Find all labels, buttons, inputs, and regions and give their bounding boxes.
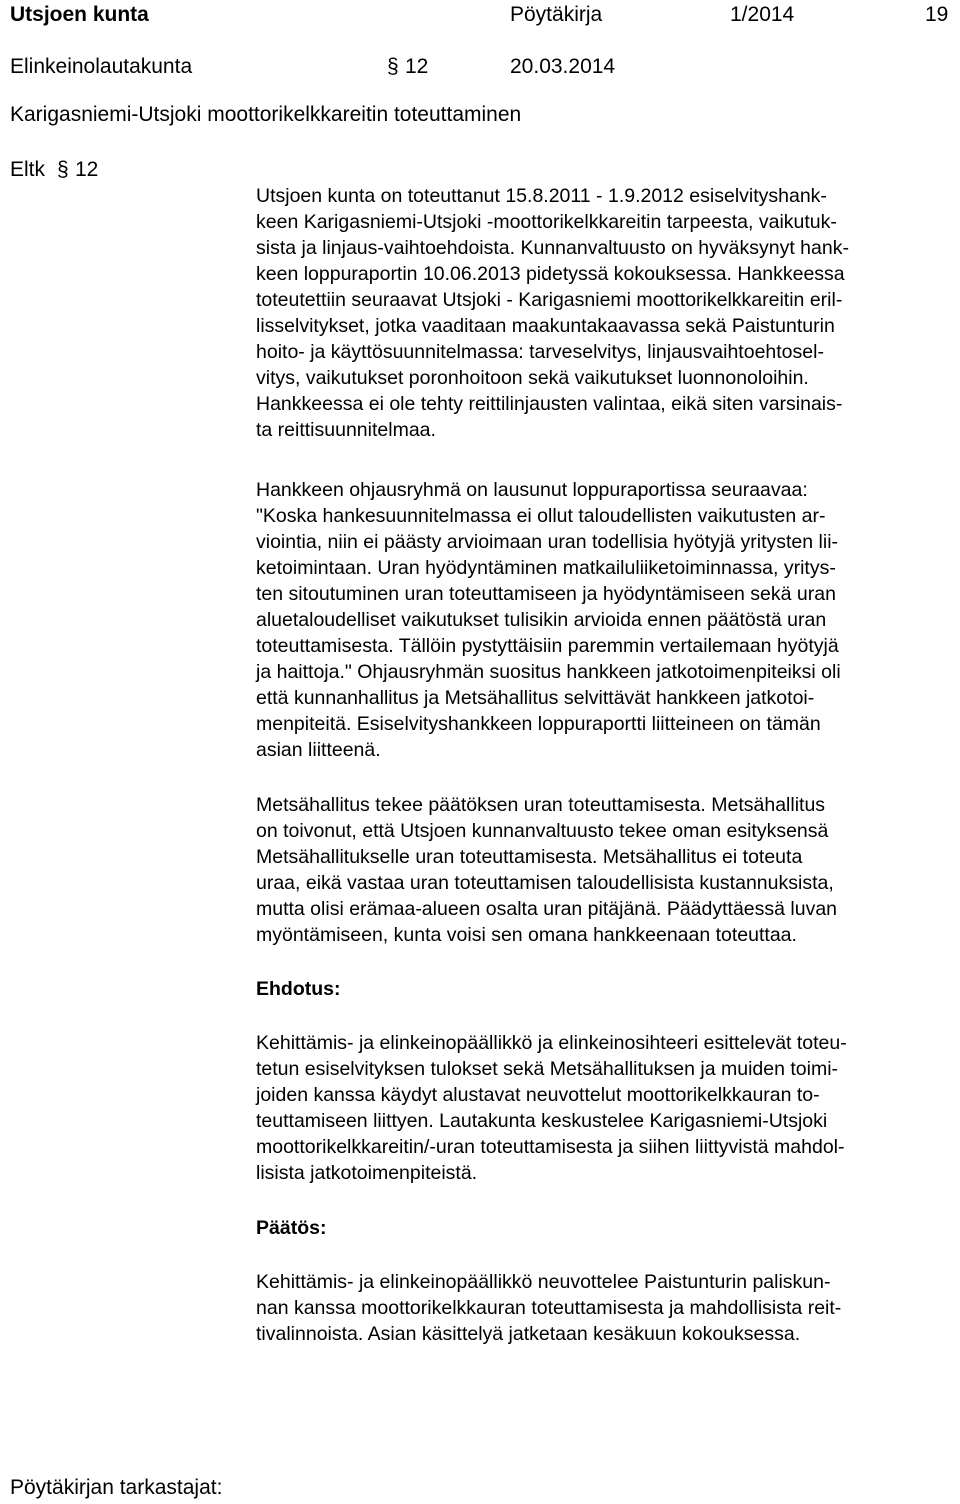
document-number: 1/2014 bbox=[730, 3, 795, 26]
paragraph-line: ta reittisuunnitelmaa. bbox=[256, 419, 436, 441]
paragraph-line: menpiteitä. Esiselvityshankkeen loppuraportti liitteineen on tämän bbox=[256, 713, 821, 735]
section-ref-symbol: § bbox=[57, 158, 69, 181]
proposal-heading: Ehdotus: bbox=[256, 978, 341, 1000]
paragraph-line: on toivonut, että Utsjoen kunnanvaltuusto tekee oman esityksensä bbox=[256, 820, 829, 842]
proposal-line: Kehittämis- ja elinkeinopäällikkö ja elinkeinosihteeri esittelevät toteu- bbox=[256, 1032, 847, 1054]
paragraph-line: asian liitteenä. bbox=[256, 739, 381, 761]
paragraph-line: Utsjoen kunta on toteuttanut 15.8.2011 - 1.9.2012 esiselvityshank- bbox=[256, 185, 827, 207]
paragraph-line: sista ja linjaus-vaihtoehdoista. Kunnanvaltuusto on hyväksynyt hank- bbox=[256, 237, 849, 259]
proposal-line: joiden kanssa käydyt alustavat neuvottelut moottorikelkkauran to- bbox=[256, 1084, 820, 1106]
proposal-line: tetun esiselvityksen tulokset sekä Metsähallituksen ja muiden toimi- bbox=[256, 1058, 839, 1080]
proposal-line: moottorikelkkareitin/-uran toteuttamisesta ja siihen liittyvistä mahdol- bbox=[256, 1136, 845, 1158]
paragraph-line: keen Karigasniemi-Utsjoki -moottorikelkkareitin tarpeesta, vaikutuk- bbox=[256, 211, 837, 233]
decision-line: nan kanssa moottorikelkkauran toteuttamisesta ja mahdollisista reit- bbox=[256, 1297, 842, 1319]
paragraph-line: hoito- ja käyttösuunnitelmassa: tarveselvitys, linjausvaihtoehtosel- bbox=[256, 341, 824, 363]
committee-name: Elinkeinolautakunta bbox=[10, 55, 193, 78]
paragraph-line: Hankkeessa ei ole tehty reittilinjausten valintaa, eikä siten varsinais- bbox=[256, 393, 843, 415]
paragraph-line: vitys, vaikutukset poronhoitoon sekä vaikutukset luonnonoloihin. bbox=[256, 367, 809, 389]
paragraph-line: myöntämiseen, kunta voisi sen omana hankkeenaan toteuttaa. bbox=[256, 924, 797, 946]
paragraph-line: että kunnanhallitus ja Metsähallitus selvittävät hankkeen jatkotoi- bbox=[256, 687, 815, 709]
paragraph-line: ten sitoutuminen uran toteuttamiseen ja hyödyntämiseen sekä uran bbox=[256, 583, 836, 605]
decision-line: Kehittämis- ja elinkeinopäällikkö neuvottelee Paistunturin paliskun- bbox=[256, 1271, 831, 1293]
section-symbol: § bbox=[387, 55, 399, 78]
paragraph-line: toteuttamisesta. Tällöin pystyttäisiin paremmin vertailemaan hyötyjä bbox=[256, 635, 839, 657]
proposal-line: lisista jatkotoimenpiteistä. bbox=[256, 1162, 478, 1184]
paragraph-line: toteutettiin seuraavat Utsjoki - Karigasniemi moottorikelkkareitin eril- bbox=[256, 289, 843, 311]
minutes-reviewers-label: Pöytäkirjan tarkastajat: bbox=[10, 1476, 223, 1499]
section-ref-label: Eltk bbox=[10, 158, 46, 181]
section-ref-number: 12 bbox=[75, 158, 99, 181]
page-title: Karigasniemi-Utsjoki moottorikelkkareitin toteuttaminen bbox=[10, 103, 522, 126]
page-number: 19 bbox=[925, 3, 949, 26]
proposal-line: teuttamiseen liittyen. Lautakunta keskustelee Karigasniemi-Utsjoki bbox=[256, 1110, 828, 1132]
paragraph-line: "Koska hankesuunnitelmassa ei ollut taloudellisten vaikutusten ar- bbox=[256, 505, 826, 527]
paragraph-line: mutta olisi erämaa-alueen osalta uran pitäjänä. Päädyttäessä luvan bbox=[256, 898, 838, 920]
meeting-date: 20.03.2014 bbox=[510, 55, 616, 78]
document-type: Pöytäkirja bbox=[510, 3, 603, 26]
paragraph-line: Hankkeen ohjausryhmä on lausunut loppuraportissa seuraavaa: bbox=[256, 479, 808, 501]
section-number: 12 bbox=[405, 55, 429, 78]
paragraph-line: keen loppuraportin 10.06.2013 pidetyssä kokouksessa. Hankkeessa bbox=[256, 263, 845, 285]
paragraph-line: viointia, niin ei päästy arvioimaan uran todellisia hyötyjä yritysten lii- bbox=[256, 531, 839, 553]
decision-line: tivalinnoista. Asian käsittelyä jatketaan kesäkuun kokouksessa. bbox=[256, 1323, 801, 1345]
paragraph-line: ketoimintaan. Uran hyödyntäminen matkailuliiketoiminnassa, yritys- bbox=[256, 557, 836, 579]
paragraph-line: lisselvitykset, jotka vaaditaan maakuntakaavassa sekä Paistunturin bbox=[256, 315, 835, 337]
paragraph-line: Metsähallitukselle uran toteuttamisesta. Metsähallitus ei toteuta bbox=[256, 846, 803, 868]
decision-heading: Päätös: bbox=[256, 1217, 327, 1239]
paragraph-line: ja haittoja." Ohjausryhmän suositus hankkeen jatkotoimenpiteiksi oli bbox=[256, 661, 841, 683]
municipality-name: Utsjoen kunta bbox=[10, 3, 149, 26]
paragraph-line: aluetaloudelliset vaikutukset tulisikin arvioida ennen päätöstä uran bbox=[256, 609, 827, 631]
paragraph-line: uraa, eikä vastaa uran toteuttamisen taloudellisista kustannuksista, bbox=[256, 872, 834, 894]
paragraph-line: Metsähallitus tekee päätöksen uran toteuttamisesta. Metsähallitus bbox=[256, 794, 826, 816]
